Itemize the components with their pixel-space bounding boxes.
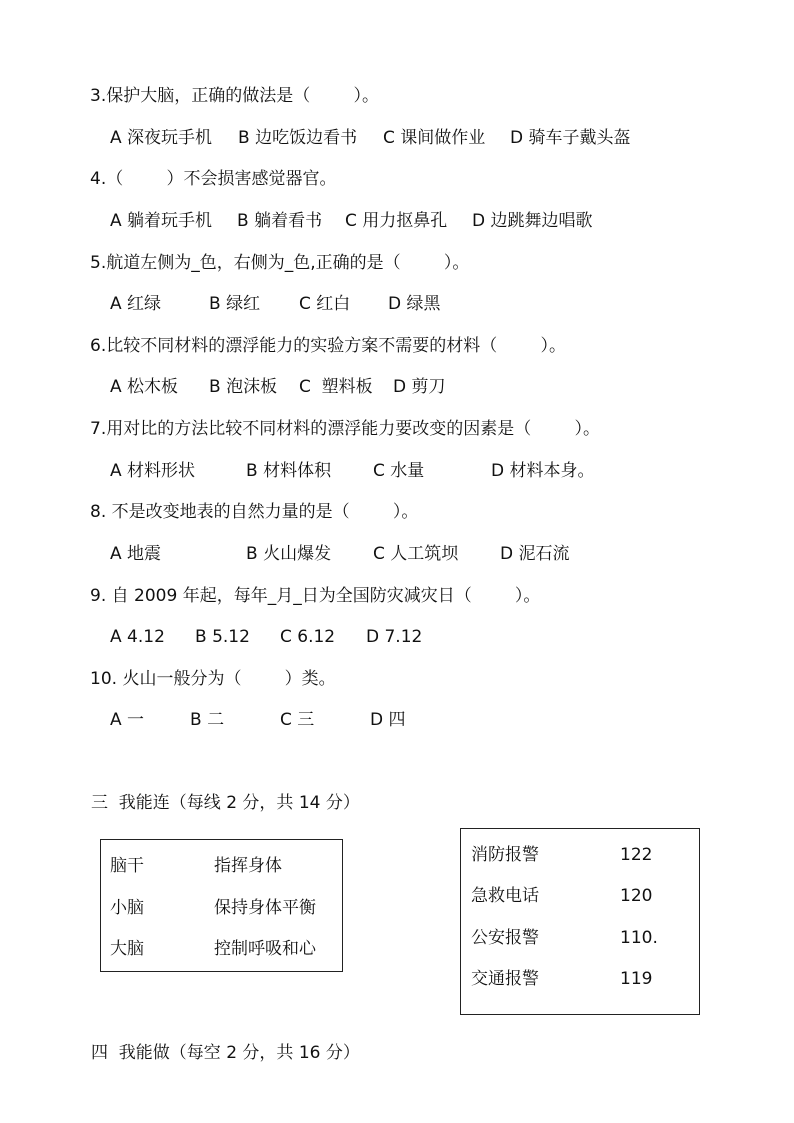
- question-9: 9. 自 2009 年起，每年_月_日为全国防灾减灾日（ ）。: [90, 586, 541, 606]
- service-fire: 消防报警: [471, 845, 539, 865]
- option-a: A 地震: [110, 544, 162, 564]
- brain-function-2: 保持身体平衡: [214, 898, 316, 918]
- question-3: 3.保护大脑，正确的做法是（ ）。: [90, 86, 379, 106]
- brain-function-3: 控制呼吸和心: [214, 939, 316, 959]
- option-d: D 泥石流: [500, 544, 570, 564]
- option-a: A 材料形状: [110, 461, 196, 481]
- option-a: A 一: [110, 710, 145, 730]
- question-4: 4.（ ）不会损害感觉器官。: [90, 169, 337, 189]
- option-b: B 躺着看书: [237, 211, 323, 231]
- option-c: C 人工筑坝: [373, 544, 459, 564]
- question-10: 10. 火山一般分为（ ）类。: [90, 669, 336, 689]
- option-b: B 边吃饭边看书: [238, 128, 358, 148]
- option-c: C 塑料板: [299, 377, 373, 397]
- option-b: B 材料体积: [246, 461, 332, 481]
- option-b: B 二: [190, 710, 225, 730]
- section-4-title: 四 我能做（每空 2 分，共 16 分）: [91, 1043, 360, 1063]
- option-a: A 4.12: [110, 627, 165, 647]
- brain-part-brainstem: 脑干: [110, 856, 144, 876]
- number-2: 120: [620, 886, 653, 906]
- option-d: D 四: [370, 710, 406, 730]
- brain-part-cerebellum: 小脑: [110, 898, 144, 918]
- question-7: 7.用对比的方法比较不同材料的漂浮能力要改变的因素是（ ）。: [90, 419, 600, 439]
- option-b: B 泡沫板: [209, 377, 278, 397]
- service-ambulance: 急救电话: [471, 886, 539, 906]
- option-d: D 边跳舞边唱歌: [472, 211, 593, 231]
- section-3-title: 三 我能连（每线 2 分，共 14 分）: [91, 793, 360, 813]
- service-police: 公安报警: [471, 928, 539, 948]
- question-8: 8. 不是改变地表的自然力量的是（ ）。: [90, 502, 419, 522]
- option-c: C 红白: [299, 294, 351, 314]
- option-d: D 剪刀: [393, 377, 446, 397]
- option-b: B 火山爆发: [246, 544, 332, 564]
- option-c: C 三: [280, 710, 315, 730]
- number-3: 110.: [620, 928, 658, 948]
- option-a: A 红绿: [110, 294, 162, 314]
- option-c: C 课间做作业: [383, 128, 486, 148]
- option-a: A 深夜玩手机: [110, 128, 213, 148]
- option-d: D 绿黑: [388, 294, 441, 314]
- option-b: B 绿红: [209, 294, 261, 314]
- brain-part-cerebrum: 大脑: [110, 939, 144, 959]
- question-5: 5.航道左侧为_色，右侧为_色,正确的是（ ）。: [90, 253, 470, 273]
- option-a: A 松木板: [110, 377, 179, 397]
- brain-matching-box: [100, 839, 343, 972]
- option-c: C 水量: [373, 461, 425, 481]
- option-c: C 用力抠鼻孔: [345, 211, 448, 231]
- service-traffic: 交通报警: [471, 969, 539, 989]
- option-d: D 材料本身。: [491, 461, 595, 481]
- number-4: 119: [620, 969, 653, 989]
- option-d: D 骑车子戴头盔: [510, 128, 631, 148]
- brain-function-1: 指挥身体: [214, 856, 282, 876]
- question-6: 6.比较不同材料的漂浮能力的实验方案不需要的材料（ ）。: [90, 336, 566, 356]
- emergency-number-box: [460, 828, 700, 1015]
- option-a: A 躺着玩手机: [110, 211, 213, 231]
- option-b: B 5.12: [195, 627, 250, 647]
- option-d: D 7.12: [366, 627, 423, 647]
- option-c: C 6.12: [280, 627, 336, 647]
- number-1: 122: [620, 845, 653, 865]
